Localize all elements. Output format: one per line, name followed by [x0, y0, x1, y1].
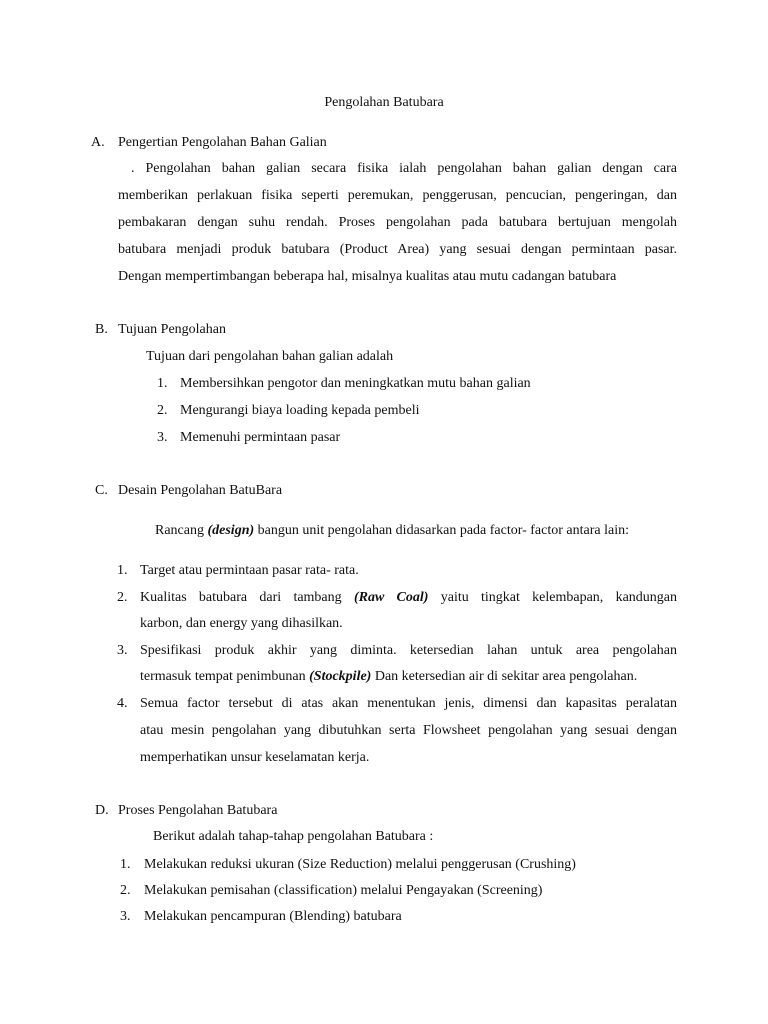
- list-item-number: 1.: [117, 563, 128, 578]
- list-item-number: 3.: [157, 430, 168, 445]
- list-item-number: 3.: [120, 909, 131, 924]
- section-a-line-1: . Pengolahan bahan galian secara fisika ialah pengolahan bahan galian dengan cara: [131, 161, 677, 176]
- section-c-marker: C.: [95, 483, 108, 498]
- list-item: Memenuhi permintaan pasar: [180, 430, 341, 445]
- section-d-marker: D.: [95, 803, 109, 818]
- list-item-line: memperhatikan unsur keselamatan kerja.: [140, 750, 370, 765]
- section-c-heading: Desain Pengolahan BatuBara: [118, 483, 283, 498]
- list-item-number: 3.: [117, 643, 128, 658]
- list-item-line: atau mesin pengolahan yang dibutuhkan serta Flowsheet pengolahan yang sesuai dengan: [140, 723, 677, 738]
- list-item: Target atau permintaan pasar rata- rata.: [140, 563, 359, 578]
- list-item-line: Semua factor tersebut di atas akan menentukan jenis, dimensi dan kapasitas peralatan: [140, 696, 677, 711]
- section-a-line-3: pembakaran dengan suhu rendah. Proses pengolahan pada batubara bertujuan mengolah: [118, 215, 677, 230]
- list-item-line: karbon, dan energy yang dihasilkan.: [140, 616, 343, 631]
- list-item-line: Kualitas batubara dari tambang (Raw Coal) yaitu tingkat kelembapan, kandungan: [140, 590, 677, 605]
- list-item-number: 1.: [157, 376, 168, 391]
- list-item-number: 1.: [120, 857, 131, 872]
- list-item-number: 2.: [117, 590, 128, 605]
- list-item: Mengurangi biaya loading kepada pembeli: [180, 403, 420, 418]
- section-d-heading: Proses Pengolahan Batubara: [118, 803, 278, 818]
- document-title: Pengolahan Batubara: [324, 95, 444, 110]
- list-item-number: 4.: [117, 696, 128, 711]
- list-item-line: termasuk tempat penimbunan (Stockpile) Dan ketersedian air di sekitar area pengolahan.: [140, 669, 638, 684]
- list-item: Melakukan pemisahan (classification) melalui Pengayakan (Screening): [144, 883, 543, 898]
- list-item-number: 2.: [157, 403, 168, 418]
- section-a-line-5: Dengan mempertimbangan beberapa hal, misalnya kualitas atau mutu cadangan batubara: [118, 269, 617, 284]
- section-b-heading: Tujuan Pengolahan: [118, 322, 226, 337]
- section-b-marker: B.: [95, 322, 108, 337]
- section-a-line-4: batubara menjadi produk batubara (Product Area) yang sesuai dengan permintaan pasar.: [118, 242, 677, 257]
- list-item: Membersihkan pengotor dan meningkatkan mutu bahan galian: [180, 376, 531, 391]
- section-a-line-2: memberikan perlakuan fisika seperti peremukan, penggerusan, pencucian, pengeringan, dan: [118, 188, 677, 203]
- list-item-line: Spesifikasi produk akhir yang diminta. ketersedian lahan untuk area pengolahan: [140, 643, 677, 658]
- list-item-number: 2.: [120, 883, 131, 898]
- section-a-heading: Pengertian Pengolahan Bahan Galian: [118, 135, 327, 150]
- section-c-intro: Rancang (design) bangun unit pengolahan didasarkan pada factor- factor antara lain:: [155, 523, 629, 538]
- section-d-intro: Berikut adalah tahap-tahap pengolahan Batubara :: [153, 829, 434, 844]
- list-item: Melakukan reduksi ukuran (Size Reduction) melalui penggerusan (Crushing): [144, 857, 576, 872]
- section-b-intro: Tujuan dari pengolahan bahan galian adalah: [146, 349, 394, 364]
- list-item: Melakukan pencampuran (Blending) batubara: [144, 909, 402, 924]
- section-a-marker: A.: [91, 135, 105, 150]
